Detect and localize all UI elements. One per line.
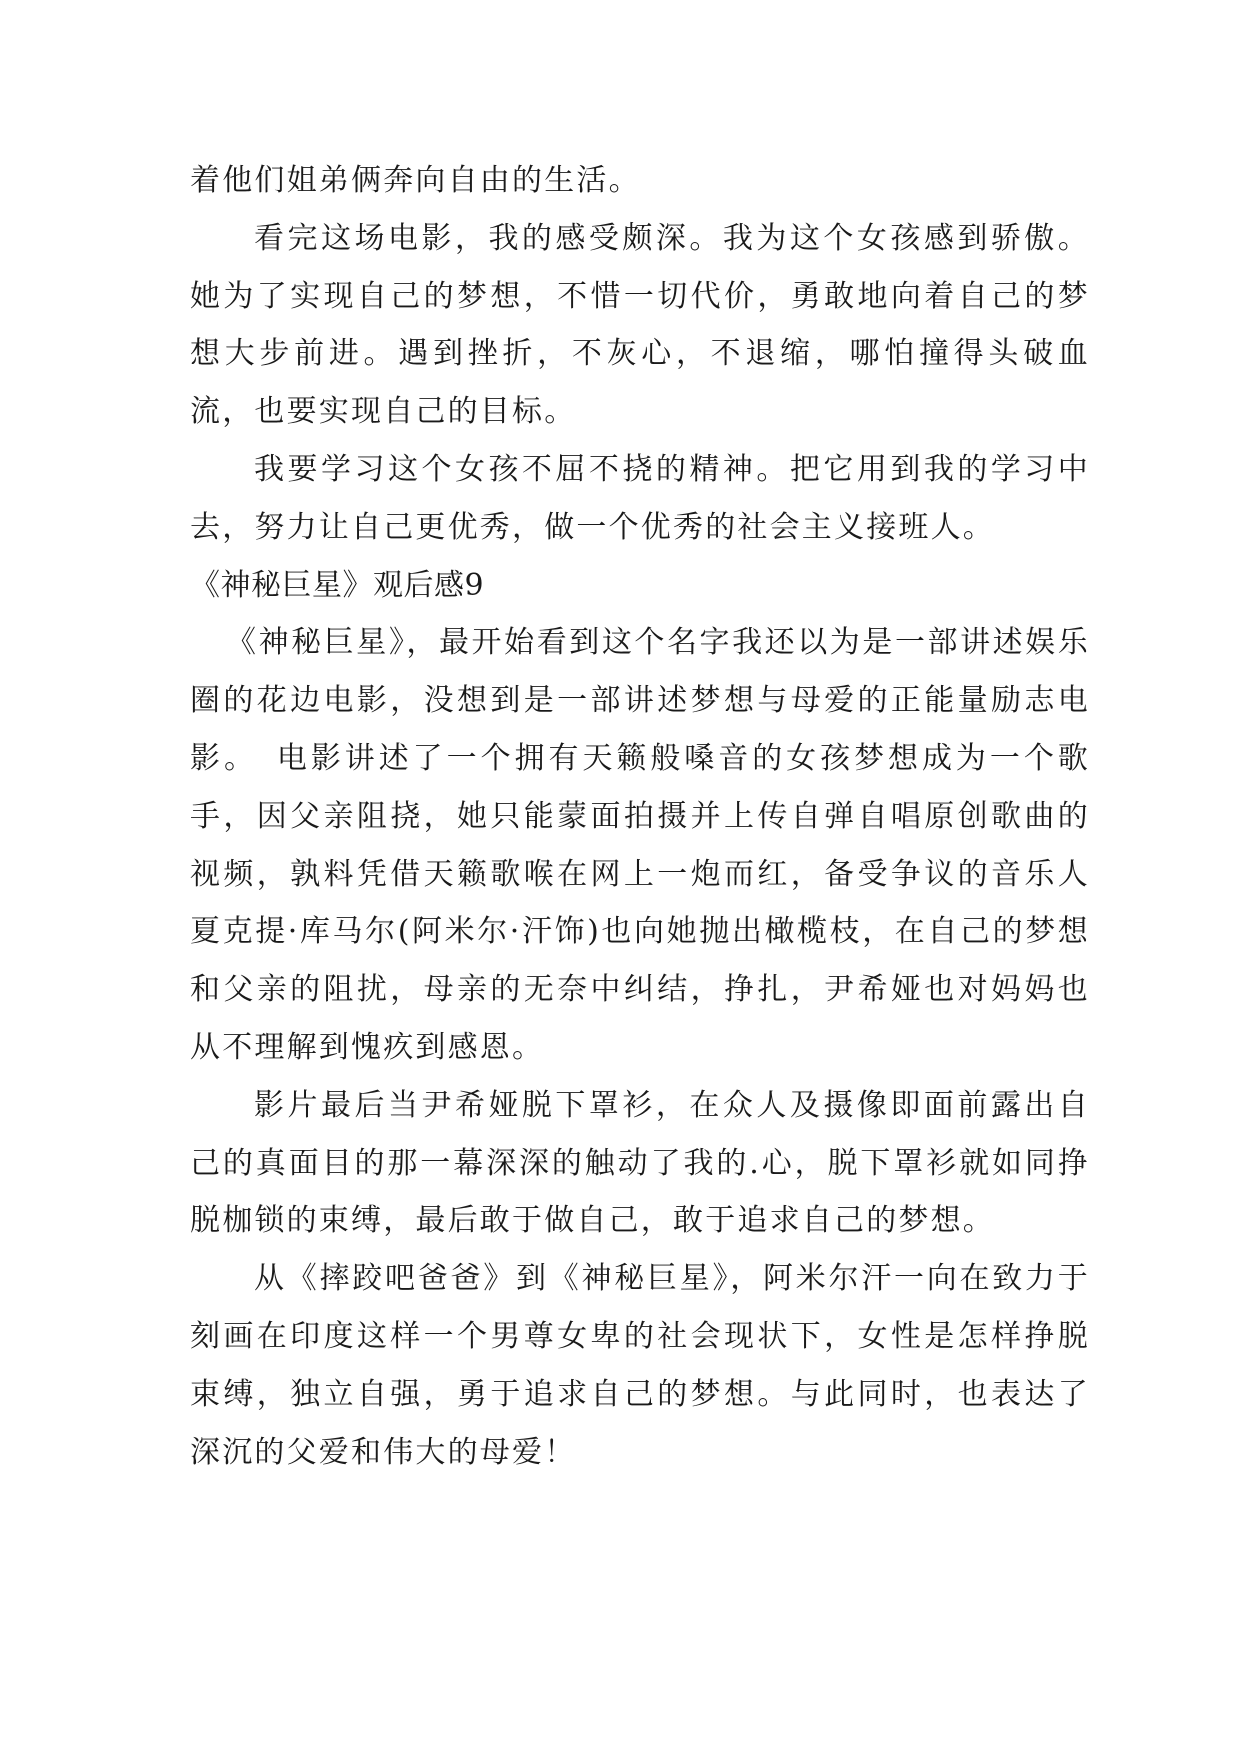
paragraph-learning: 我要学习这个女孩不屈不挠的精神。把它用到我的学习中去，努力让自己更优秀，做一个优秀的社会主义接班人。 <box>190 451 1090 545</box>
paragraph-conclusion: 从《摔跤吧爸爸》到《神秘巨星》，阿米尔汗一向在致力于刻画在印度这样一个男尊女卑的社会现状下，女性是怎样挣脱束缚，独立自强，勇于追求自己的梦想。与此同时，也表达了深沉的父爱和伟大的母爱！ <box>190 1261 1090 1470</box>
section-title: 《神秘巨星》观后感9 <box>190 567 485 603</box>
document-body <box>190 152 1090 1481</box>
paragraph-climax: 影片最后当尹希娅脱下罩衫，在众人及摄像即面前露出自己的真面目的那一幕深深的触动了我的.心，脱下罩衫就如同挣脱枷锁的束缚，最后敢于做自己，敢于追求自己的梦想。 <box>190 1087 1090 1239</box>
paragraph-intro: 《神秘巨星》，最开始看到这个名字我还以为是一部讲述娱乐圈的花边电影，没想到是一部讲述梦想与母爱的正能量励志电影。 电影讲述了一个拥有天籁般嗓音的女孩梦想成为一个歌手，因父亲阻挠，她只能蒙面拍摄并上传自弹自唱原创歌曲的视频，孰料凭借天籁歌喉在网上一炮而红，备受争议的音乐人夏克提·库马尔(阿米尔·汗饰)也向她抛出橄榄枝，在自己的梦想和父亲的阻扰，母亲的无奈中纠结，挣扎，尹希娅也对妈妈也从不理解到愧疚到感恩。 <box>190 625 1090 1065</box>
paragraph-reflection: 看完这场电影，我的感受颇深。我为这个女孩感到骄傲。她为了实现自己的梦想，不惜一切代价，勇敢地向着自己的梦想大步前进。遇到挫折，不灰心，不退缩，哪怕撞得头破血流，也要实现自己的目标。 <box>190 220 1090 430</box>
paragraph-continuation: 着他们姐弟俩奔向自由的生活。 <box>190 163 641 198</box>
